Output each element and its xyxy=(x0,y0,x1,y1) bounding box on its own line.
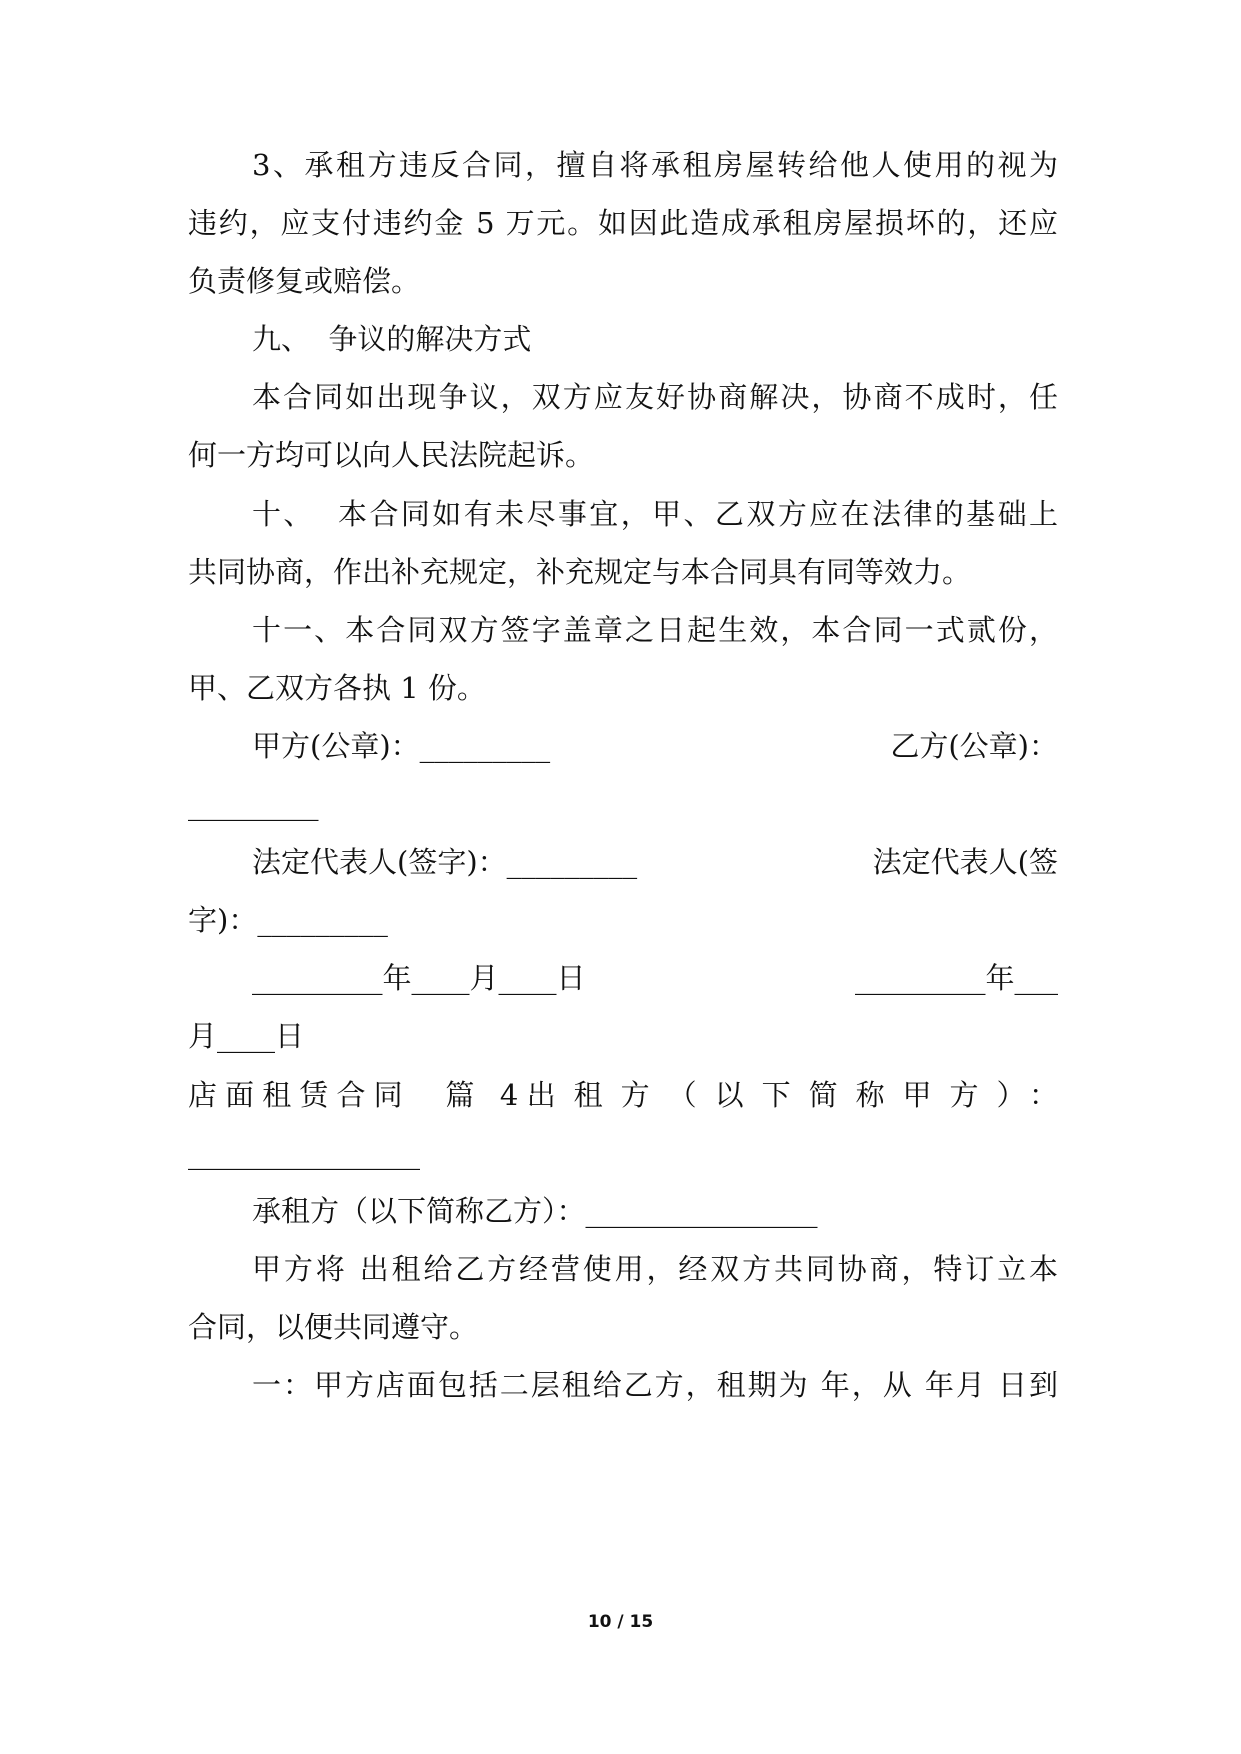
contract-title: 店面租赁合同 篇 4 xyxy=(188,1078,527,1112)
paragraph-line: 共同协商，作出补充规定，补充规定与本合同具有同等效力。 xyxy=(188,555,972,589)
party-b-seal-blank: _________ xyxy=(188,787,319,821)
paragraph-line: 合同，以便共同遵守。 xyxy=(188,1310,479,1344)
party-b-representative: 法定代表人(签 xyxy=(872,845,1058,879)
paragraph-line: 本合同如出现争议，双方应友好协商解决，协商不成时，任 xyxy=(252,380,1058,414)
lessee-label: 承租方（以下简称乙方）：________________ xyxy=(252,1194,818,1228)
party-a-representative: 法定代表人(签字)：_________ xyxy=(252,845,638,879)
party-b-date: _________年___ xyxy=(854,961,1058,995)
paragraph-line: 负责修复或赔偿。 xyxy=(188,264,421,298)
representative-row xyxy=(188,842,1058,882)
section-heading: 九、 争议的解决方式 xyxy=(252,322,532,356)
date-row xyxy=(188,958,1058,998)
paragraph-line: 甲、乙双方各执 1 份。 xyxy=(188,671,486,705)
party-b-date-cont: 月____日 xyxy=(188,1019,305,1053)
paragraph-line: 违约，应支付违约金 5 万元。如因此造成承租房屋损坏的，还应 xyxy=(188,206,1058,240)
party-a-seal: 甲方(公章)：_________ xyxy=(252,729,551,763)
paragraph-line: 一：甲方店面包括二层租给乙方，租期为 年，从 年月 日到 xyxy=(252,1368,1058,1402)
party-b-seal: 乙方(公章)： xyxy=(890,729,1058,763)
paragraph-line: 十、 本合同如有未尽事宜，甲、乙双方应在法律的基础上 xyxy=(252,497,1058,531)
lessor-label: 出租方（以下简称甲方）： xyxy=(526,1078,1076,1112)
page-number: 10 / 15 xyxy=(587,1612,654,1632)
paragraph-line: 十一、本合同双方签字盖章之日起生效，本合同一式贰份， xyxy=(252,613,1058,647)
seal-row xyxy=(188,726,1058,766)
paragraph-line: 3、承租方违反合同，擅自将承租房屋转给他人使用的视为 xyxy=(252,148,1058,182)
paragraph-line: 何一方均可以向人民法院起诉。 xyxy=(188,438,595,472)
paragraph-line: 甲方将 出租给乙方经营使用，经双方共同协商，特订立本 xyxy=(252,1252,1058,1286)
party-b-representative-cont: 字)：_________ xyxy=(188,903,388,937)
contract-title-row xyxy=(188,1075,1076,1115)
lessor-blank: ________________ xyxy=(188,1136,420,1170)
party-a-date: _________年____月____日 xyxy=(252,961,586,995)
